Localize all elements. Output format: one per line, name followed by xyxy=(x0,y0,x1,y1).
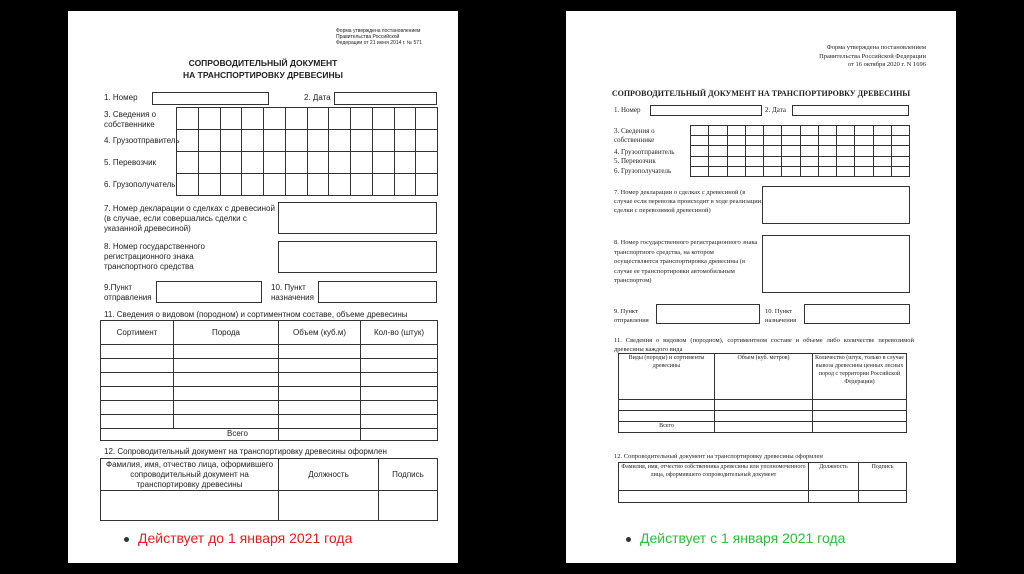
grid-cell[interactable] xyxy=(873,166,891,176)
grid-cell[interactable] xyxy=(242,152,264,174)
field-destination-box[interactable] xyxy=(318,281,437,303)
field-number-box[interactable] xyxy=(152,92,269,105)
grid-cell[interactable] xyxy=(727,146,745,156)
grid-cell[interactable] xyxy=(800,156,818,166)
signature-table xyxy=(618,462,907,503)
grid-cell[interactable] xyxy=(329,152,351,174)
table-row[interactable] xyxy=(619,411,907,422)
new-caption xyxy=(626,530,845,546)
grid-cell[interactable] xyxy=(691,126,709,136)
grid-cell[interactable] xyxy=(198,174,220,196)
grid-cell[interactable] xyxy=(329,174,351,196)
new-caption-text: Действует с 1 января 2021 года xyxy=(640,530,846,546)
col-assortment: Сортимент xyxy=(101,321,174,345)
col-signature: Подпись xyxy=(859,463,907,491)
field-consignee-label: 6. Грузополучатель xyxy=(104,180,176,189)
old-caption xyxy=(124,530,352,546)
col-quantity: Количество (штук, только в случае вывоза древесины ценных лесных пород с территории Российской Федерации) xyxy=(813,354,907,400)
table-row[interactable] xyxy=(619,491,907,503)
grid-cell[interactable] xyxy=(691,146,709,156)
grid-cell[interactable] xyxy=(307,130,329,152)
field-carrier-label: 5. Перевозчик xyxy=(614,157,656,165)
grid-cell[interactable] xyxy=(855,156,873,166)
grid-cell[interactable] xyxy=(727,156,745,166)
grid-cell[interactable] xyxy=(837,166,855,176)
col-position: Должность xyxy=(279,459,379,491)
grid-cell[interactable] xyxy=(691,166,709,176)
grid-cell[interactable] xyxy=(264,152,286,174)
grid-cell[interactable] xyxy=(764,146,782,156)
field-vehicle-label: 8. Номер государственного регистрационного знака транспортного средства xyxy=(104,242,205,271)
grid-cell[interactable] xyxy=(782,146,800,156)
grid-cell[interactable] xyxy=(709,146,727,156)
grid-cell[interactable] xyxy=(307,108,329,130)
grid-cell[interactable] xyxy=(372,152,394,174)
grid-cell[interactable] xyxy=(818,126,836,136)
grid-cell[interactable] xyxy=(285,108,307,130)
old-form-page xyxy=(68,11,458,563)
field-declaration-label: 7. Номер декларации о сделках с древесиной (в случае если перевозка происходит в ходе реализации сделки с перевозимой древесиной) xyxy=(614,189,762,214)
grid-cell[interactable] xyxy=(782,136,800,146)
grid-cell[interactable] xyxy=(891,166,909,176)
grid-cell[interactable] xyxy=(307,152,329,174)
field-destination-label: 10. Пункт назначения xyxy=(765,308,797,324)
grid-cell[interactable] xyxy=(800,136,818,146)
grid-row xyxy=(177,174,438,196)
grid-cell[interactable] xyxy=(307,174,329,196)
col-full-name: Фамилия, имя, отчество лица, оформившего сопроводительный документ на транспортировку древесины xyxy=(101,459,279,491)
grid-cell[interactable] xyxy=(745,126,763,136)
wood-table xyxy=(618,353,907,433)
grid-cell[interactable] xyxy=(855,166,873,176)
grid-cell[interactable] xyxy=(372,174,394,196)
total-label: Всего xyxy=(619,422,715,433)
grid-cell[interactable] xyxy=(264,108,286,130)
field-date-label: 2. Дата xyxy=(765,106,786,114)
grid-cell[interactable] xyxy=(855,126,873,136)
grid-cell[interactable] xyxy=(782,156,800,166)
grid-cell[interactable] xyxy=(891,146,909,156)
field-number-label: 1. Номер xyxy=(614,106,641,114)
grid-cell[interactable] xyxy=(745,146,763,156)
grid-row xyxy=(177,130,438,152)
field-owner-label: 3. Сведения о собственнике xyxy=(104,110,157,129)
grid-cell[interactable] xyxy=(727,136,745,146)
field-origin-label: 9.Пункт отправления xyxy=(104,283,152,302)
grid-cell[interactable] xyxy=(329,108,351,130)
grid-cell[interactable] xyxy=(394,174,416,196)
grid-cell[interactable] xyxy=(891,126,909,136)
grid-row xyxy=(691,146,910,156)
grid-cell[interactable] xyxy=(264,130,286,152)
grid-cell[interactable] xyxy=(372,108,394,130)
approval-note: Форма утверждена постановлением Правительства Российской Федерации от 16 октября 2020 г. N 1696 xyxy=(819,44,926,68)
grid-cell[interactable] xyxy=(800,146,818,156)
grid-cell[interactable] xyxy=(691,156,709,166)
bullet-icon xyxy=(124,537,129,542)
table-row[interactable] xyxy=(101,415,438,429)
grid-cell[interactable] xyxy=(351,152,373,174)
grid-cell[interactable] xyxy=(416,174,438,196)
field-declaration-box[interactable] xyxy=(762,186,910,224)
grid-cell[interactable] xyxy=(198,108,220,130)
col-full-name: Фамилия, имя, отчество собственника древесины или уполномоченного лица, оформившего сопроводительный документ xyxy=(619,463,809,491)
form-title: СОПРОВОДИТЕЛЬНЫЙ ДОКУМЕНТ НА ТРАНСПОРТИРОВКУ ДРЕВЕСИНЫ xyxy=(611,89,911,98)
col-signature: Подпись xyxy=(379,459,438,491)
grid-cell[interactable] xyxy=(242,108,264,130)
old-caption-text: Действует до 1 января 2021 года xyxy=(138,530,353,546)
grid-row xyxy=(691,126,910,136)
grid-cell[interactable] xyxy=(351,130,373,152)
grid-cell[interactable] xyxy=(800,166,818,176)
bullet-icon xyxy=(626,537,631,542)
grid-cell[interactable] xyxy=(198,130,220,152)
field-date-label: 2. Дата xyxy=(304,93,331,102)
grid-cell[interactable] xyxy=(285,152,307,174)
field-date-box[interactable] xyxy=(792,105,909,116)
grid-cell[interactable] xyxy=(242,130,264,152)
grid-cell[interactable] xyxy=(177,108,199,130)
table-row[interactable] xyxy=(101,359,438,373)
grid-cell[interactable] xyxy=(416,152,438,174)
grid-cell[interactable] xyxy=(818,156,836,166)
field-destination-label: 10. Пункт назначения xyxy=(271,283,314,302)
field-carrier-label: 5. Перевозчик xyxy=(104,158,157,167)
grid-cell[interactable] xyxy=(220,174,242,196)
field-declaration-box[interactable] xyxy=(278,202,437,234)
grid-cell[interactable] xyxy=(818,146,836,156)
grid-row xyxy=(177,108,438,130)
grid-cell[interactable] xyxy=(873,146,891,156)
grid-cell[interactable] xyxy=(285,130,307,152)
grid-cell[interactable] xyxy=(198,152,220,174)
grid-cell[interactable] xyxy=(745,156,763,166)
field-shipper-label: 4. Грузоотправитель xyxy=(614,148,675,156)
grid-cell[interactable] xyxy=(818,166,836,176)
grid-cell[interactable] xyxy=(177,174,199,196)
grid-cell[interactable] xyxy=(745,166,763,176)
section-12-label: 12. Сопроводительный документ на транспортировку древесины оформлен xyxy=(104,447,387,456)
grid-cell[interactable] xyxy=(285,174,307,196)
signature-table xyxy=(100,458,438,521)
field-consignee-label: 6. Грузополучатель xyxy=(614,167,672,175)
grid-cell[interactable] xyxy=(394,108,416,130)
grid-cell[interactable] xyxy=(891,156,909,166)
grid-cell[interactable] xyxy=(709,166,727,176)
field-vehicle-box[interactable] xyxy=(762,235,910,293)
grid-row xyxy=(691,156,910,166)
grid-cell[interactable] xyxy=(727,166,745,176)
field-vehicle-label: 8. Номер государственного регистрационного знака транспортного средства, на котором осуществляется транспортировка древесины (в случае ее транспортировки автомобильным транспортом) xyxy=(614,239,758,284)
table-row[interactable] xyxy=(101,373,438,387)
grid-row xyxy=(691,166,910,176)
grid-cell[interactable] xyxy=(220,108,242,130)
field-origin-box[interactable] xyxy=(656,304,760,324)
field-owner-label: 3. Сведения о собственнике xyxy=(614,127,655,144)
grid-cell[interactable] xyxy=(837,136,855,146)
col-position: Должность xyxy=(809,463,859,491)
grid-cell[interactable] xyxy=(837,126,855,136)
grid-cell[interactable] xyxy=(416,108,438,130)
grid-cell[interactable] xyxy=(691,136,709,146)
total-row xyxy=(101,429,438,441)
col-volume: Объем (куб.м) xyxy=(279,321,361,345)
grid-cell[interactable] xyxy=(873,136,891,146)
grid-cell[interactable] xyxy=(764,156,782,166)
field-date-box[interactable] xyxy=(334,92,437,105)
grid-cell[interactable] xyxy=(177,152,199,174)
inn-grid xyxy=(176,107,438,196)
grid-cell[interactable] xyxy=(873,126,891,136)
grid-row xyxy=(691,136,910,146)
grid-cell[interactable] xyxy=(351,174,373,196)
approval-note: Форма утверждена постановлением Правительства Российской Федерации от 21 июня 2014 г. № 571 xyxy=(336,28,422,46)
section-11-label: 11. Сведения о видовом (породном), сортиментном составе и объеме либо количестве перевозимой древесины каждого вида xyxy=(614,337,914,353)
col-volume: Объем (куб. метров) xyxy=(715,354,813,400)
table-row[interactable] xyxy=(101,387,438,401)
grid-cell[interactable] xyxy=(782,166,800,176)
form-title xyxy=(68,57,458,81)
field-declaration-label: 7. Номер декларации о сделках с древесиной (в случае, если совершались сделки с указанной древесиной) xyxy=(104,204,275,233)
new-form-page xyxy=(566,11,956,563)
field-vehicle-box[interactable] xyxy=(278,241,437,273)
grid-cell[interactable] xyxy=(709,136,727,146)
grid-cell[interactable] xyxy=(220,130,242,152)
field-number-box[interactable] xyxy=(650,105,762,116)
grid-cell[interactable] xyxy=(873,156,891,166)
title-line-1: СОПРОВОДИТЕЛЬНЫЙ ДОКУМЕНТ xyxy=(188,58,338,68)
col-species-assortment: Виды (породы) и сортименты древесины xyxy=(619,354,715,400)
grid-cell[interactable] xyxy=(416,130,438,152)
title-line-2: НА ТРАНСПОРТИРОВКУ ДРЕВЕСИНЫ xyxy=(182,70,343,80)
field-origin-box[interactable] xyxy=(156,281,262,303)
grid-cell[interactable] xyxy=(394,130,416,152)
grid-cell[interactable] xyxy=(891,136,909,146)
grid-cell[interactable] xyxy=(329,130,351,152)
section-12-label: 12. Сопроводительный документ на транспортировку древесины оформлен xyxy=(614,453,823,460)
grid-cell[interactable] xyxy=(855,136,873,146)
grid-cell[interactable] xyxy=(837,156,855,166)
col-quantity: Кол-во (штук) xyxy=(361,321,438,345)
grid-cell[interactable] xyxy=(220,152,242,174)
grid-cell[interactable] xyxy=(764,136,782,146)
total-label: Всего xyxy=(101,429,279,441)
field-shipper-label: 4. Грузоотправитель xyxy=(104,136,180,145)
grid-cell[interactable] xyxy=(351,108,373,130)
grid-cell[interactable] xyxy=(242,174,264,196)
table-row[interactable] xyxy=(101,345,438,359)
table-row[interactable] xyxy=(101,401,438,415)
grid-row xyxy=(177,152,438,174)
total-row xyxy=(619,422,907,433)
grid-cell[interactable] xyxy=(782,126,800,136)
grid-cell[interactable] xyxy=(764,166,782,176)
inn-grid xyxy=(690,125,910,177)
grid-cell[interactable] xyxy=(764,126,782,136)
grid-cell[interactable] xyxy=(177,130,199,152)
wood-table xyxy=(100,320,438,441)
field-origin-label: 9. Пункт отправления xyxy=(614,308,649,324)
section-11-label: 11. Сведения о видовом (породном) и сортиментном составе, объеме древесины xyxy=(104,310,408,319)
grid-cell[interactable] xyxy=(394,152,416,174)
grid-cell[interactable] xyxy=(727,126,745,136)
grid-cell[interactable] xyxy=(837,146,855,156)
col-species: Порода xyxy=(174,321,279,345)
grid-cell[interactable] xyxy=(745,136,763,146)
grid-cell[interactable] xyxy=(800,126,818,136)
grid-cell[interactable] xyxy=(264,174,286,196)
grid-cell[interactable] xyxy=(818,136,836,146)
grid-cell[interactable] xyxy=(855,146,873,156)
grid-cell[interactable] xyxy=(709,156,727,166)
table-row[interactable] xyxy=(619,400,907,411)
grid-cell[interactable] xyxy=(709,126,727,136)
field-number-label: 1. Номер xyxy=(104,93,138,102)
grid-cell[interactable] xyxy=(372,130,394,152)
field-destination-box[interactable] xyxy=(804,304,910,324)
table-row[interactable] xyxy=(101,491,438,521)
